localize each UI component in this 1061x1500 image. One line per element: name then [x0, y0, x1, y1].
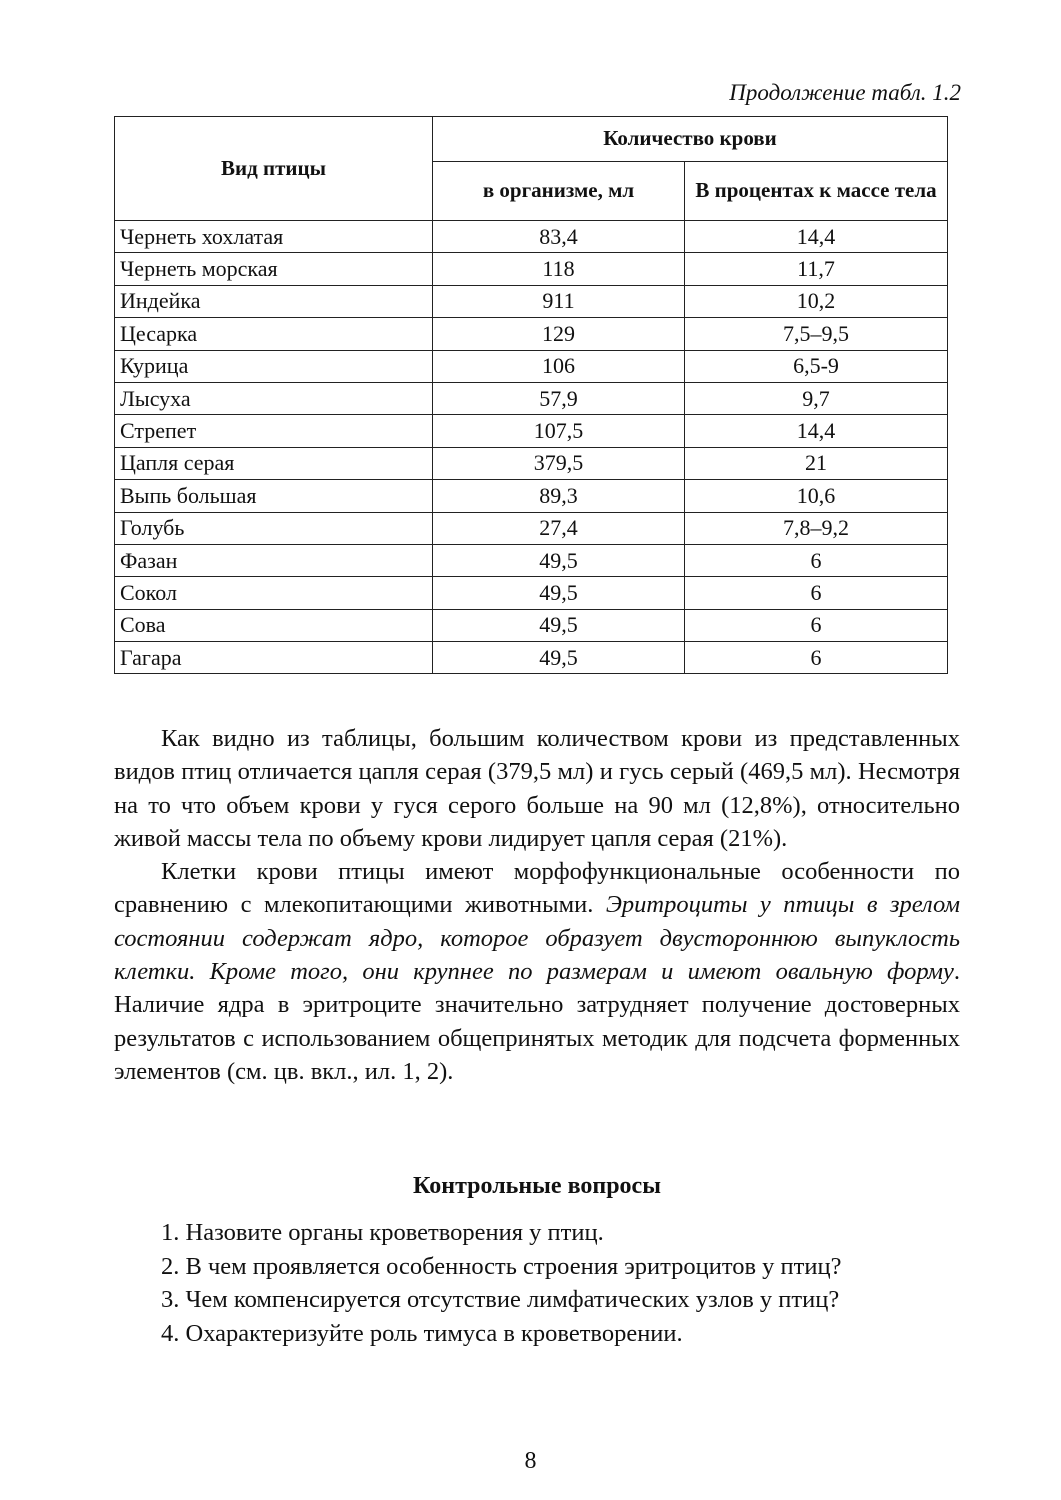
header-percent: В процентах к массе тела: [685, 162, 948, 221]
table-row: [115, 382, 948, 414]
species-cell: Курица: [115, 350, 433, 382]
question-item: 4. Охарактеризуйте роль тимуса в кроветворении.: [161, 1319, 683, 1347]
species-cell: Сокол: [115, 577, 433, 609]
paragraph-2-part-1: Клетки крови птицы имеют морфофункциональные особенности по сравнению с млекопитающими животными.: [114, 858, 960, 919]
table-row: [115, 480, 948, 512]
species-cell: Цесарка: [115, 318, 433, 350]
question-item: 2. В чем проявляется особенность строения эритроцитов у птиц?: [161, 1252, 842, 1280]
question-item: 3. Чем компенсируется отсутствие лимфатических узлов у птиц?: [161, 1286, 840, 1313]
table-row: [115, 642, 948, 674]
percent-cell: 9,7: [685, 382, 948, 414]
ml-cell: 379,5: [433, 447, 685, 479]
species-cell: Стрепет: [115, 415, 433, 447]
species-cell: Гагара: [115, 642, 433, 674]
percent-cell: 6: [685, 609, 948, 641]
percent-cell: 14,4: [685, 415, 948, 447]
table-row: [115, 577, 948, 609]
questions-list: [161, 1216, 961, 1350]
species-cell: Сова: [115, 609, 433, 641]
table-row: [115, 512, 948, 544]
paragraph-2-italic: Эритроциты у птицы в зрелом состоянии содержат ядро, которое образует двустороннюю выпуклость клетки. Кроме того, они крупнее по размерам и имеют овальную форму: [114, 891, 960, 986]
header-blood-amount: Количество крови: [433, 117, 948, 162]
ml-cell: 129: [433, 318, 685, 350]
paragraph-1: Как видно из таблицы, большим количеством крови из представленных видов птиц отличается цапля серая (379,5 мл) и гусь серый (469,5 мл). Несмотря на то что объем крови у гуся серого больше на 90 мл (12,8%), относительно живой массы тела по объему крови лидирует цапля серая (21%).: [114, 725, 960, 852]
body-text: [114, 722, 960, 1088]
ml-cell: 27,4: [433, 512, 685, 544]
paragraph-2: [114, 855, 960, 1088]
species-cell: Фазан: [115, 544, 433, 576]
table-row: [115, 253, 948, 285]
questions-title: Контрольные вопросы: [413, 1173, 661, 1199]
ml-cell: 83,4: [433, 221, 685, 253]
percent-cell: 7,8–9,2: [685, 512, 948, 544]
table-row: [115, 221, 948, 253]
blood-volume-table: [114, 116, 948, 674]
species-cell: Цапля серая: [115, 447, 433, 479]
species-cell: Чернеть хохлатая: [115, 221, 433, 253]
ml-cell: 911: [433, 285, 685, 317]
ml-cell: 57,9: [433, 382, 685, 414]
paragraph-2-part-2: . Наличие ядра в эритроците значительно затрудняет получение достоверных результатов с использованием общепринятых методик для подсчета форменных элементов (см. цв. вкл., ил. 1, 2).: [114, 958, 960, 1085]
percent-cell: 6: [685, 544, 948, 576]
table-caption: Продолжение табл. 1.2: [729, 80, 961, 105]
percent-cell: 7,5–9,5: [685, 318, 948, 350]
percent-cell: 6: [685, 577, 948, 609]
ml-cell: 118: [433, 253, 685, 285]
percent-cell: 11,7: [685, 253, 948, 285]
percent-cell: 14,4: [685, 221, 948, 253]
table-row: [115, 609, 948, 641]
species-cell: Чернеть морская: [115, 253, 433, 285]
ml-cell: 49,5: [433, 642, 685, 674]
header-species: Вид птицы: [115, 117, 433, 221]
percent-cell: 21: [685, 447, 948, 479]
ml-cell: 107,5: [433, 415, 685, 447]
page-number: 8: [524, 1448, 537, 1474]
species-cell: Лысуха: [115, 382, 433, 414]
table-row: [115, 350, 948, 382]
percent-cell: 10,2: [685, 285, 948, 317]
ml-cell: 89,3: [433, 480, 685, 512]
header-ml: в организме, мл: [433, 162, 685, 221]
ml-cell: 106: [433, 350, 685, 382]
species-cell: Голубь: [115, 512, 433, 544]
table-body: [115, 221, 948, 674]
species-cell: Индейка: [115, 285, 433, 317]
table-row: [115, 415, 948, 447]
percent-cell: 10,6: [685, 480, 948, 512]
table-row: [115, 447, 948, 479]
table-row: [115, 285, 948, 317]
ml-cell: 49,5: [433, 609, 685, 641]
species-cell: Выпь большая: [115, 480, 433, 512]
table-row: [115, 318, 948, 350]
question-item: 1. Назовите органы кроветворения у птиц.: [161, 1219, 604, 1246]
ml-cell: 49,5: [433, 577, 685, 609]
percent-cell: 6,5-9: [685, 350, 948, 382]
table-row: [115, 544, 948, 576]
percent-cell: 6: [685, 642, 948, 674]
ml-cell: 49,5: [433, 544, 685, 576]
